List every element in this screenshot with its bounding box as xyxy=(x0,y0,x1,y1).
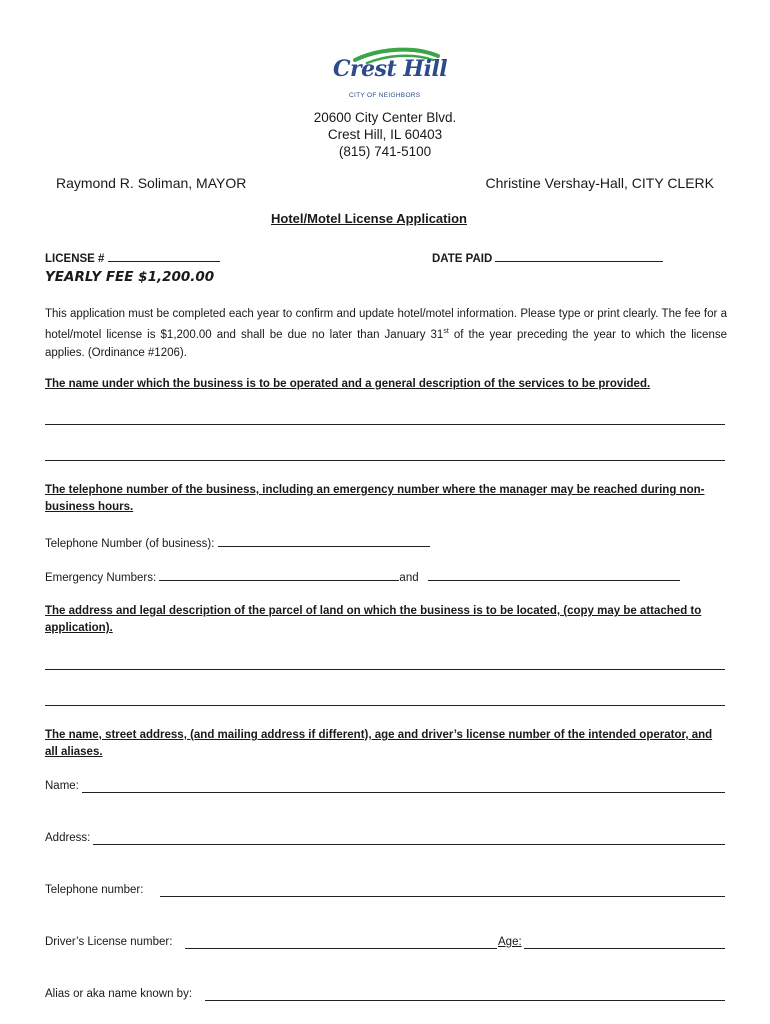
operator-name-label: Name: xyxy=(45,780,79,792)
alias-label: Alias or aka name known by: xyxy=(45,988,193,1000)
address-street: 20600 City Center Blvd. xyxy=(313,110,457,125)
date-paid-field[interactable] xyxy=(432,250,663,265)
date-paid-input-line[interactable] xyxy=(495,250,663,262)
section-address: The address and legal description of the parcel of land on which the business is to be located, (copy may be attached to application). xyxy=(45,605,702,634)
business-name-line-1[interactable] xyxy=(45,424,725,425)
operator-name-line[interactable] xyxy=(82,792,725,793)
section-operator: The name, street address, (and mailing address if different), age and driver’s license number of the intended operator, and all aliases. xyxy=(45,729,713,758)
tel-business-field[interactable] xyxy=(45,535,430,550)
emergency-input-line-2[interactable] xyxy=(428,569,680,581)
address-city: Crest Hill, IL 60403 xyxy=(327,127,443,142)
license-field[interactable] xyxy=(45,250,220,265)
section-business-name: The name under which the business is to be operated and a general description of the services to be provided. xyxy=(45,378,651,390)
business-name-line-2[interactable] xyxy=(45,460,725,461)
license-input-line[interactable] xyxy=(108,250,220,262)
intro-sup: st xyxy=(443,328,449,335)
intro-text-1: This application must be completed each year to confirm and update hotel/motel information. Please type or print clearly. The fee for a hotel/motel license is $1,200.00 and shall be due no later than January 31 xyxy=(45,308,727,341)
form-title: Hotel/Motel License Application xyxy=(271,211,467,226)
section-telephone: The telephone number of the business, including an emergency number where the manager may be reached during non-business hours. xyxy=(45,484,705,513)
operator-address-line[interactable] xyxy=(93,844,725,845)
emergency-input-line-1[interactable] xyxy=(159,569,399,581)
tel-business-input-line[interactable] xyxy=(218,535,430,547)
intro-paragraph xyxy=(45,305,727,362)
mayor-name: Raymond R. Soliman, MAYOR xyxy=(56,175,247,191)
address-line-2[interactable] xyxy=(45,705,725,706)
logo-tagline: CITY OF NEIGHBORS xyxy=(349,92,421,99)
operator-telephone-label: Telephone number: xyxy=(45,884,144,896)
drivers-license-line[interactable] xyxy=(185,948,497,949)
address-phone: (815) 741-5100 xyxy=(338,144,432,159)
crest-hill-logo xyxy=(325,44,448,106)
address-line-1[interactable] xyxy=(45,669,725,670)
date-paid-label: DATE PAID xyxy=(432,253,493,265)
tel-business-label: Telephone Number (of business): xyxy=(45,538,215,550)
logo-wordmark: Crest Hill xyxy=(333,56,448,82)
yearly-fee: YEARLY FEE $1,200.00 xyxy=(45,269,215,285)
license-label: LICENSE # xyxy=(45,253,105,265)
operator-address-label: Address: xyxy=(45,832,91,844)
age-label: Age: xyxy=(498,936,522,948)
operator-telephone-line[interactable] xyxy=(160,896,725,897)
drivers-license-label: Driver’s License number: xyxy=(45,936,173,948)
emergency-field[interactable] xyxy=(45,569,680,584)
clerk-name: Christine Vershay-Hall, CITY CLERK xyxy=(485,175,714,191)
emergency-and: and xyxy=(399,572,419,584)
emergency-label: Emergency Numbers: xyxy=(45,572,157,584)
age-line[interactable] xyxy=(524,948,725,949)
intro-text-2: of the year preceding the year to which the license applies. (Ordinance #1206). xyxy=(45,328,727,359)
alias-line[interactable] xyxy=(205,1000,725,1001)
